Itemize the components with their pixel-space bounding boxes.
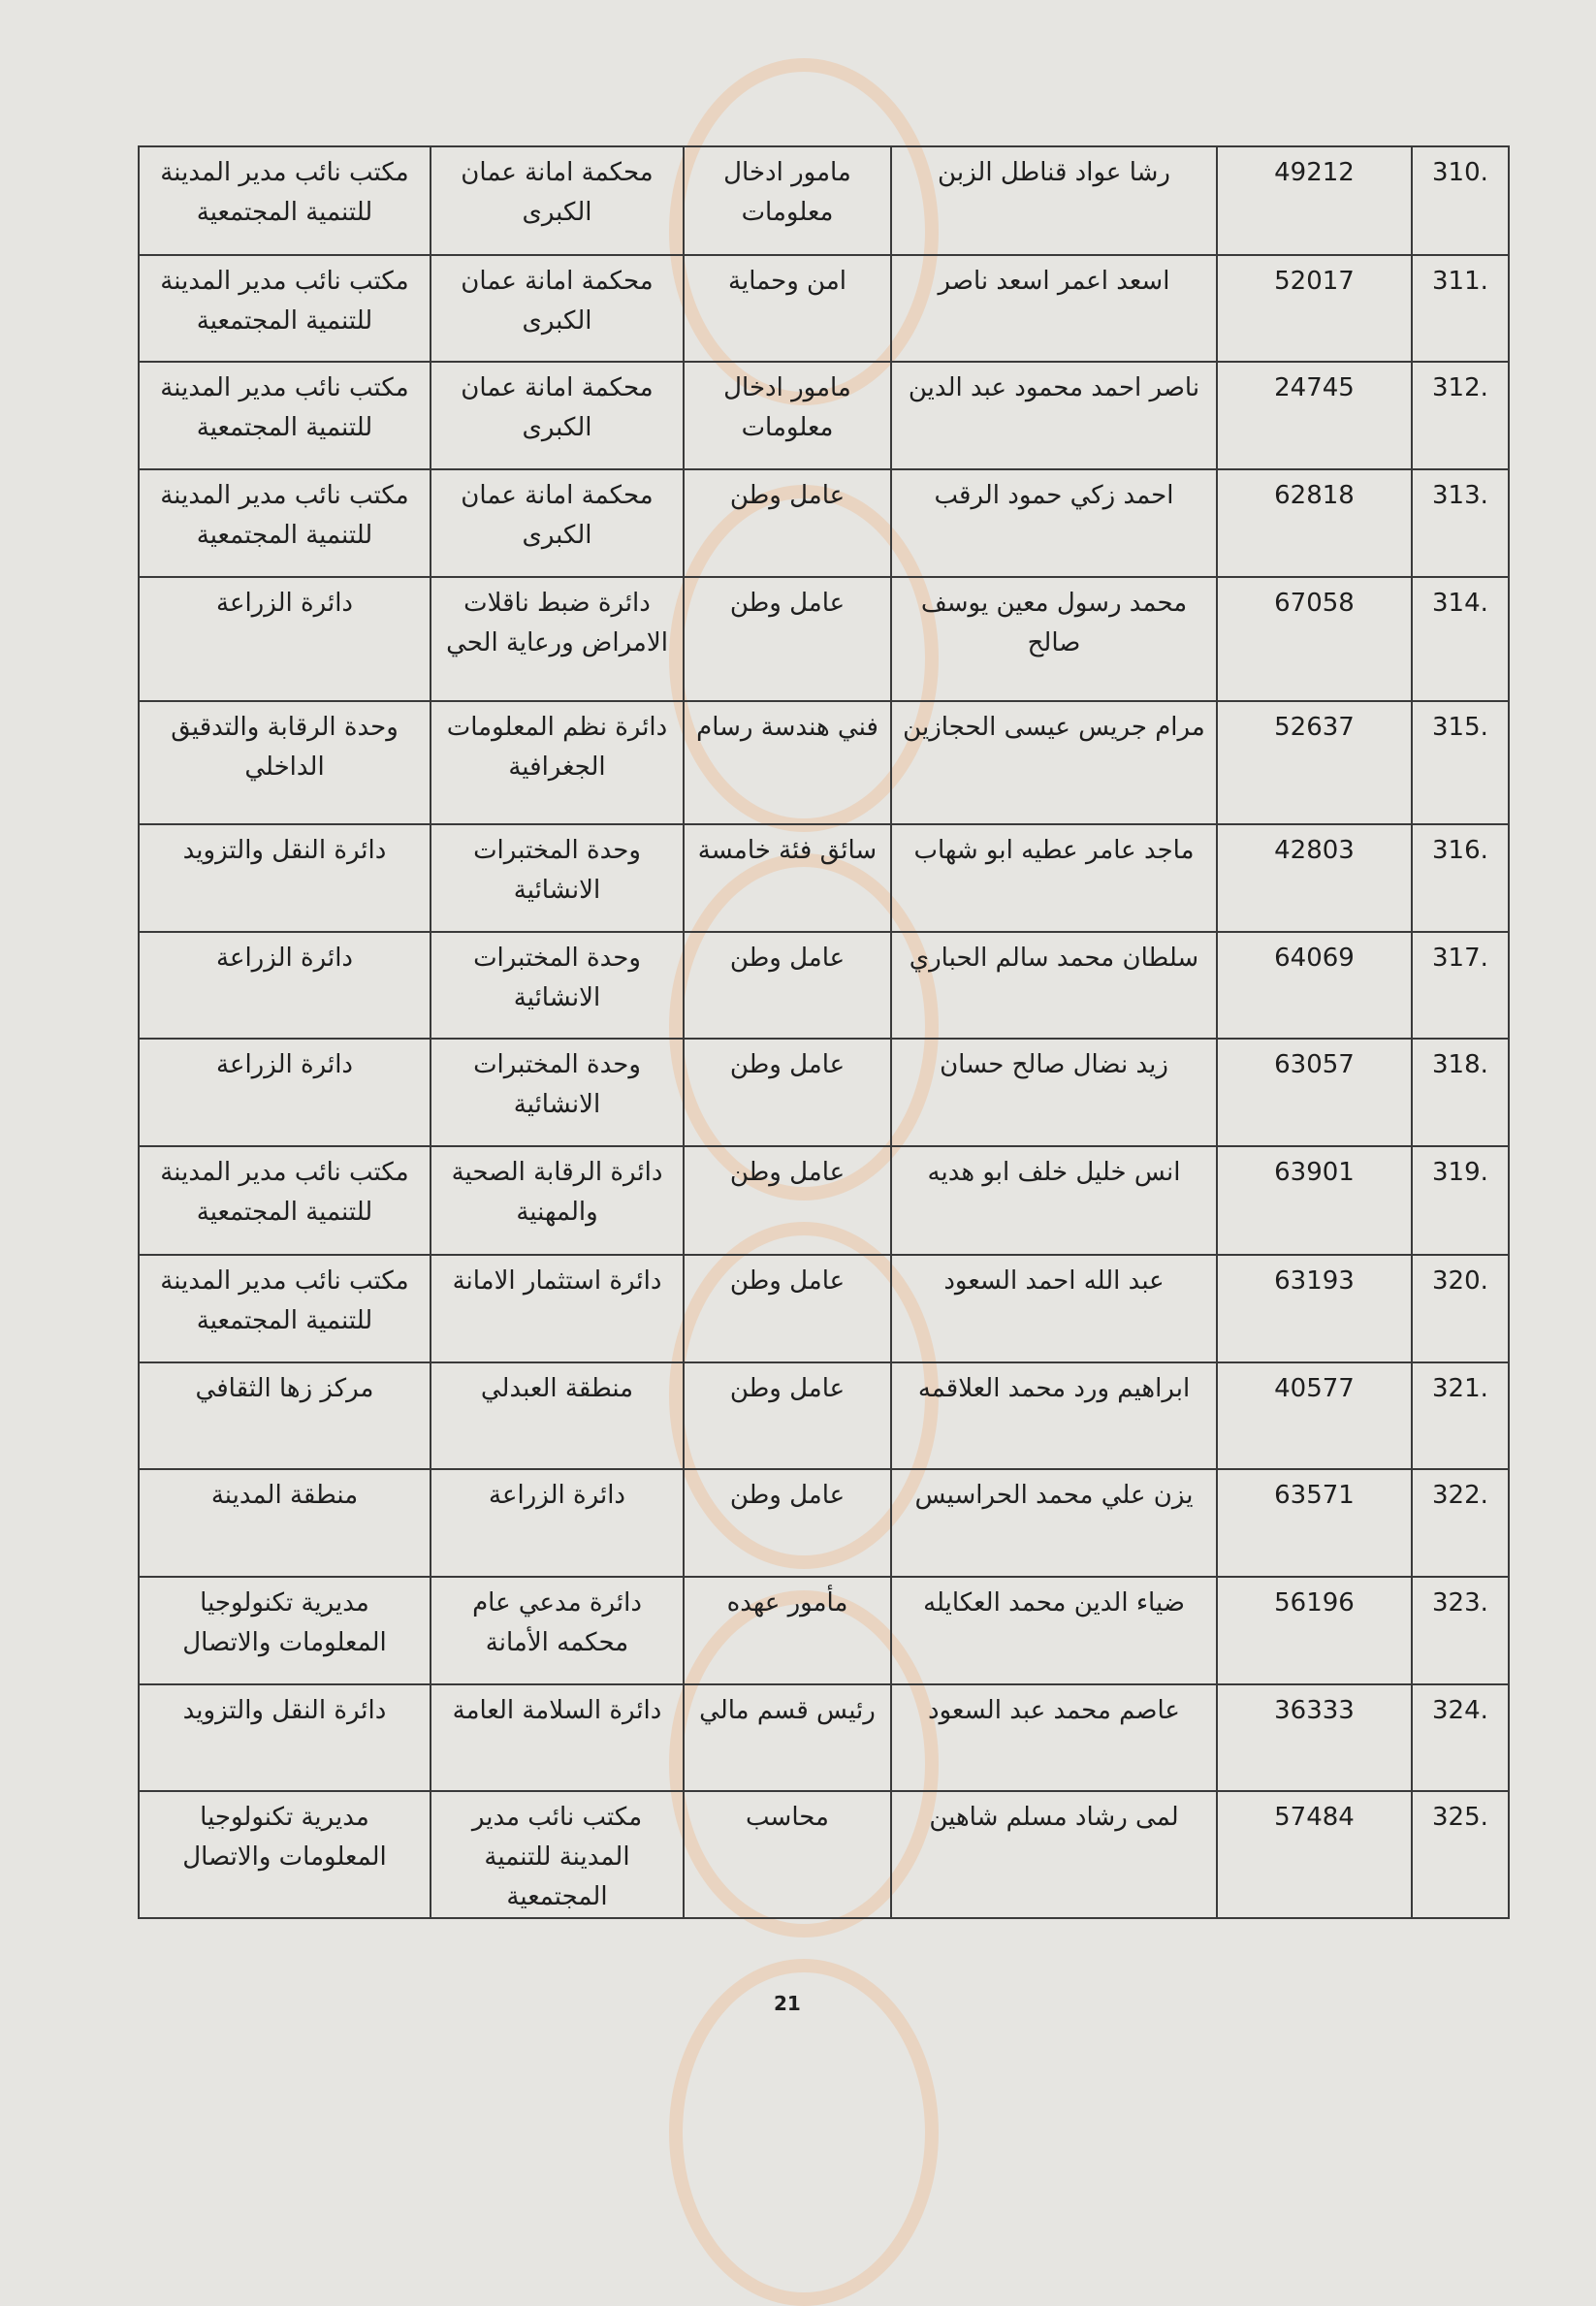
- cell-id: 57484: [1217, 1791, 1412, 1918]
- cell-no: .320: [1412, 1255, 1509, 1362]
- cell-to: مكتب نائب مدير المدينة للتنمية المجتمعية: [139, 362, 431, 469]
- cell-no: .313: [1412, 469, 1509, 577]
- cell-id: 62818: [1217, 469, 1412, 577]
- cell-job: عامل وطن: [684, 577, 891, 701]
- cell-no: .321: [1412, 1362, 1509, 1469]
- cell-to: مكتب نائب مدير المدينة للتنمية المجتمعية: [139, 1255, 431, 1362]
- cell-name: لمى رشاد مسلم شاهين: [891, 1791, 1217, 1918]
- cell-to: دائرة الزراعة: [139, 932, 431, 1039]
- cell-no: .312: [1412, 362, 1509, 469]
- cell-from: محكمة امانة عمان الكبرى: [431, 469, 684, 577]
- cell-to: دائرة الزراعة: [139, 577, 431, 701]
- cell-from: دائرة نظم المعلومات الجغرافية: [431, 701, 684, 824]
- table-row: [139, 1469, 1509, 1577]
- cell-job: عامل وطن: [684, 1469, 891, 1577]
- table-row: [139, 1255, 1509, 1362]
- cell-job: عامل وطن: [684, 1362, 891, 1469]
- cell-job: رئيس قسم مالي: [684, 1684, 891, 1791]
- cell-no: .311: [1412, 255, 1509, 362]
- cell-no: .325: [1412, 1791, 1509, 1918]
- cell-no: .310: [1412, 146, 1509, 255]
- table-row: [139, 1684, 1509, 1791]
- cell-no: .316: [1412, 824, 1509, 932]
- cell-no: .323: [1412, 1577, 1509, 1684]
- cell-name: عبد الله احمد السعود: [891, 1255, 1217, 1362]
- table-row: [139, 469, 1509, 577]
- cell-job: امن وحماية: [684, 255, 891, 362]
- cell-from: وحدة المختبرات الانشائية: [431, 824, 684, 932]
- cell-to: دائرة النقل والتزويد: [139, 1684, 431, 1791]
- cell-name: عاصم محمد عبد السعود: [891, 1684, 1217, 1791]
- cell-no: .322: [1412, 1469, 1509, 1577]
- cell-no: .319: [1412, 1146, 1509, 1255]
- cell-from: دائرة السلامة العامة: [431, 1684, 684, 1791]
- cell-id: 63571: [1217, 1469, 1412, 1577]
- cell-name: اسعد اعمر اسعد ناصر: [891, 255, 1217, 362]
- cell-from: دائرة ضبط ناقلات الامراض ورعاية الحي: [431, 577, 684, 701]
- cell-from: دائرة الرقابة الصحية والمهنية: [431, 1146, 684, 1255]
- cell-no: .318: [1412, 1039, 1509, 1146]
- page-number: 21: [774, 1992, 801, 2015]
- cell-name: ماجد عامر عطيه ابو شهاب: [891, 824, 1217, 932]
- cell-to: مكتب نائب مدير المدينة للتنمية المجتمعية: [139, 469, 431, 577]
- cell-from: محكمة امانة عمان الكبرى: [431, 255, 684, 362]
- cell-to: مكتب نائب مدير المدينة للتنمية المجتمعية: [139, 1146, 431, 1255]
- cell-to: مركز زها الثقافي: [139, 1362, 431, 1469]
- cell-from: منطقة العبدلي: [431, 1362, 684, 1469]
- cell-to: مكتب نائب مدير المدينة للتنمية المجتمعية: [139, 146, 431, 255]
- cell-name: انس خليل خلف ابو هديه: [891, 1146, 1217, 1255]
- cell-from: محكمة امانة عمان الكبرى: [431, 362, 684, 469]
- cell-name: رشا عواد قناطل الزبن: [891, 146, 1217, 255]
- cell-job: سائق فئة خامسة: [684, 824, 891, 932]
- cell-job: عامل وطن: [684, 469, 891, 577]
- cell-name: يزن علي محمد الحراسيس: [891, 1469, 1217, 1577]
- cell-id: 42803: [1217, 824, 1412, 932]
- cell-no: .317: [1412, 932, 1509, 1039]
- cell-name: محمد رسول معين يوسف صالح: [891, 577, 1217, 701]
- cell-to: منطقة المدينة: [139, 1469, 431, 1577]
- watermark-clock: [669, 1959, 939, 2306]
- table-row: [139, 1362, 1509, 1469]
- cell-id: 40577: [1217, 1362, 1412, 1469]
- cell-job: مامور ادخال معلومات: [684, 362, 891, 469]
- cell-job: محاسب: [684, 1791, 891, 1918]
- cell-to: مديرية تكنولوجيا المعلومات والاتصال: [139, 1791, 431, 1918]
- cell-job: عامل وطن: [684, 1255, 891, 1362]
- cell-name: ابراهيم ورد محمد العلاقمه: [891, 1362, 1217, 1469]
- table-row: [139, 1146, 1509, 1255]
- cell-job: مامور ادخال معلومات: [684, 146, 891, 255]
- cell-name: احمد زكي حمود الرقب: [891, 469, 1217, 577]
- cell-id: 49212: [1217, 146, 1412, 255]
- table-row: [139, 577, 1509, 701]
- cell-job: عامل وطن: [684, 1146, 891, 1255]
- table-row: [139, 824, 1509, 932]
- cell-no: .314: [1412, 577, 1509, 701]
- transfer-table: [138, 145, 1510, 1919]
- cell-id: 63193: [1217, 1255, 1412, 1362]
- cell-name: مرام جريس عيسى الحجازين: [891, 701, 1217, 824]
- cell-no: .315: [1412, 701, 1509, 824]
- cell-job: عامل وطن: [684, 932, 891, 1039]
- cell-id: 52637: [1217, 701, 1412, 824]
- cell-to: مكتب نائب مدير المدينة للتنمية المجتمعية: [139, 255, 431, 362]
- cell-from: دائرة الزراعة: [431, 1469, 684, 1577]
- cell-name: زيد نضال صالح حسان: [891, 1039, 1217, 1146]
- table-row: [139, 701, 1509, 824]
- cell-no: .324: [1412, 1684, 1509, 1791]
- cell-id: 67058: [1217, 577, 1412, 701]
- cell-from: محكمة امانة عمان الكبرى: [431, 146, 684, 255]
- cell-id: 36333: [1217, 1684, 1412, 1791]
- table-row: [139, 255, 1509, 362]
- table-row: [139, 146, 1509, 255]
- cell-from: وحدة المختبرات الانشائية: [431, 1039, 684, 1146]
- cell-from: وحدة المختبرات الانشائية: [431, 932, 684, 1039]
- cell-from: دائرة مدعي عام محكمه الأمانة: [431, 1577, 684, 1684]
- cell-id: 24745: [1217, 362, 1412, 469]
- table-row: [139, 932, 1509, 1039]
- cell-id: 63057: [1217, 1039, 1412, 1146]
- cell-id: 56196: [1217, 1577, 1412, 1684]
- cell-name: ناصر احمد محمود عبد الدين: [891, 362, 1217, 469]
- cell-job: فني هندسة رسام: [684, 701, 891, 824]
- cell-to: مديرية تكنولوجيا المعلومات والاتصال: [139, 1577, 431, 1684]
- table-row: [139, 362, 1509, 469]
- cell-job: مأمور عهده: [684, 1577, 891, 1684]
- table-row: [139, 1039, 1509, 1146]
- cell-name: ضياء الدين محمد العكايله: [891, 1577, 1217, 1684]
- cell-job: عامل وطن: [684, 1039, 891, 1146]
- cell-id: 52017: [1217, 255, 1412, 362]
- cell-id: 63901: [1217, 1146, 1412, 1255]
- table-row: [139, 1577, 1509, 1684]
- cell-to: دائرة الزراعة: [139, 1039, 431, 1146]
- cell-from: مكتب نائب مدير المدينة للتنمية المجتمعية: [431, 1791, 684, 1918]
- cell-id: 64069: [1217, 932, 1412, 1039]
- cell-to: دائرة النقل والتزويد: [139, 824, 431, 932]
- cell-name: سلطان محمد سالم الحباري: [891, 932, 1217, 1039]
- cell-from: دائرة استثمار الامانة: [431, 1255, 684, 1362]
- table-row: [139, 1791, 1509, 1918]
- cell-to: وحدة الرقابة والتدقيق الداخلي: [139, 701, 431, 824]
